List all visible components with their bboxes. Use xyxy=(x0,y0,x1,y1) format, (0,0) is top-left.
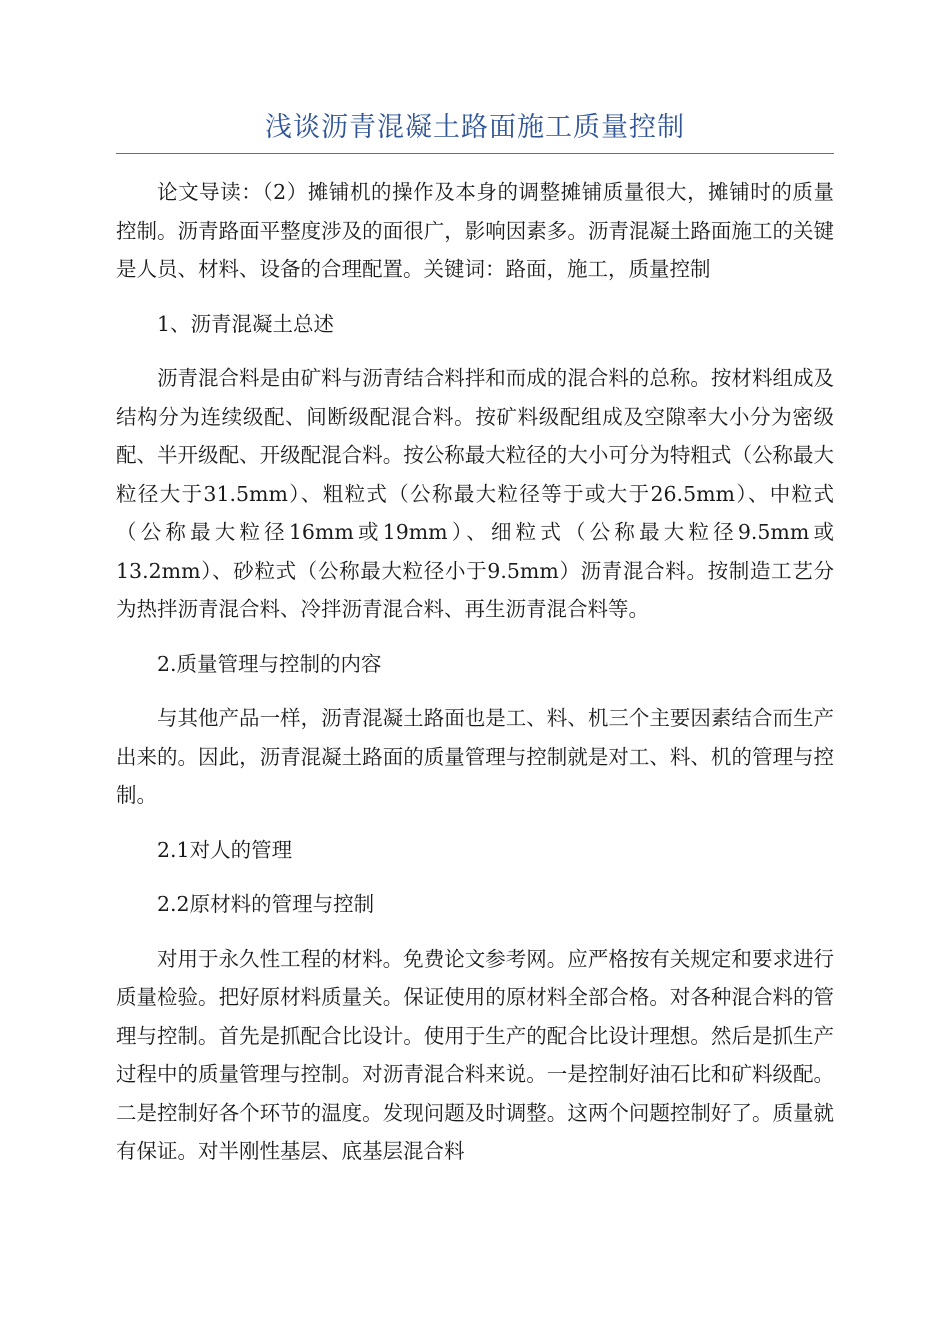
abstract-paragraph: 论文导读：（2）摊铺机的操作及本身的调整摊铺质量很大，摊铺时的质量控制。沥青路面平整度涉及的面很广，影响因素多。沥青混凝土路面施工的关键是人员、材料、设备的合理配置。关键词：路面，施工，质量控制 xyxy=(116,180,834,281)
body-paragraph: 与其他产品一样，沥青混凝土路面也是工、料、机三个主要因素结合而生产出来的。因此，沥青混凝土路面的质量管理与控制就是对工、料、机的管理与控制。 xyxy=(116,706,834,807)
document-body xyxy=(116,173,834,1171)
body-paragraph: 对用于永久性工程的材料。免费论文参考网。应严格按有关规定和要求进行质量检验。把好原材料质量关。保证使用的原材料全部合格。对各种混合料的管理与控制。首先是抓配合比设计。使用于生产的配合比设计理想。然后是抓生产过程中的质量管理与控制。对沥青混合料来说。一是控制好油石比和矿料级配。二是控制好各个环节的温度。发现问题及时调整。这两个问题控制好了。质量就有保证。对半刚性基层、底基层混合料 xyxy=(116,946,834,1163)
section-heading-2: 2.质量管理与控制的内容 xyxy=(157,651,382,676)
title-underline xyxy=(116,153,834,154)
section-heading-1: 1、沥青混凝土总述 xyxy=(157,311,335,336)
subsection-heading-2-2: 2.2原材料的管理与控制 xyxy=(157,892,375,916)
subsection-heading-2-1: 2.1对人的管理 xyxy=(157,837,293,862)
document-title: 浅谈沥青混凝土路面施工质量控制 xyxy=(265,112,685,143)
body-paragraph: 沥青混合料是由矿料与沥青结合料拌和而成的混合料的总称。按材料组成及结构分为连续级配、间断级配混合料。按矿料级配组成及空隙率大小分为密级配、半开级配、开级配混合料。按公称最大粒径的大小可分为特粗式（公称最大粒径大于31.5mm）、粗粒式（公称最大粒径等于或大于26.5mm）、中粒式（公称最大粒径16mm或19mm）、细粒式（公称最大粒径9.5mm或13.2mm）、砂粒式（公称最大粒径小于9.5mm）沥青混合料。按制造工艺分为热拌沥青混合料、冷拌沥青混合料、再生沥青混合料等。 xyxy=(116,366,834,621)
